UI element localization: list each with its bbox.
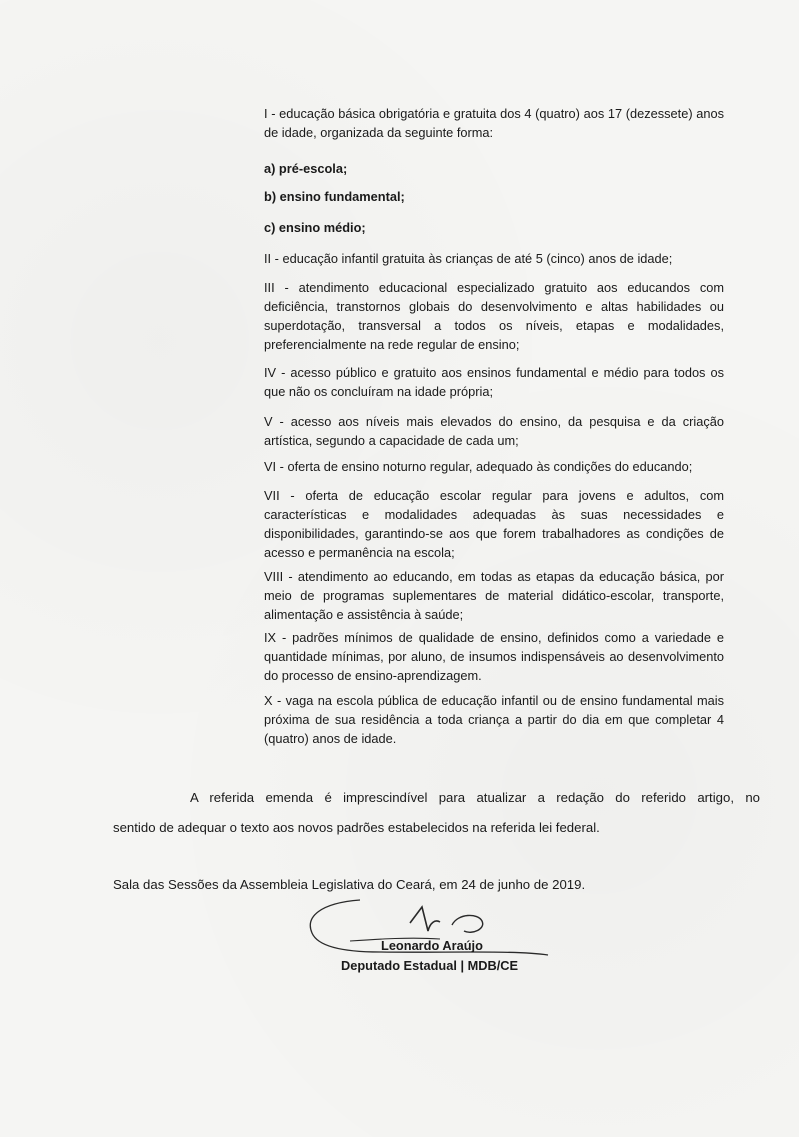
item-vii: VII - oferta de educação escolar regular para jovens e adultos, com características e modalidades adequadas às suas necessidades e disponibilidades, garantindo-se aos que forem trabalhadores as condições de acesso e permanência na escola; [264,488,724,560]
signer-title: Deputado Estadual | MDB/CE [341,958,519,973]
item-a: a) pré-escola; [264,161,348,176]
signer-name: Leonardo Araújo [381,938,483,953]
item-b: b) ensino fundamental; [264,189,405,204]
item-viii: VIII - atendimento ao educando, em todas as etapas da educação básica, por meio de programas suplementares de material didático-escolar, transporte, alimentação e assistência à saúde; [264,569,724,622]
item-ii: II - educação infantil gratuita às crianças de até 5 (cinco) anos de idade; [264,251,673,266]
item-v: V - acesso aos níveis mais elevados do ensino, da pesquisa e da criação artística, segundo a capacidade de cada um; [264,414,724,448]
justification-line-2: sentido de adequar o texto aos novos padrões estabelecidos na referida lei federal. [113,820,600,835]
item-ix: IX - padrões mínimos de qualidade de ensino, definidos como a variedade e quantidade mínimas, por aluno, de insumos indispensáveis ao desenvolvimento do processo de ensino-aprendizagem. [264,630,724,683]
item-x: X - vaga na escola pública de educação infantil ou de ensino fundamental mais próxima de sua residência a toda criança a partir do dia em que completar 4 (quatro) anos de idade. [264,693,724,746]
item-iv: IV - acesso público e gratuito aos ensinos fundamental e médio para todos os que não os concluíram na idade própria; [264,365,724,399]
item-i: I - educação básica obrigatória e gratuita dos 4 (quatro) aos 17 (dezessete) anos de idade, organizada da seguinte forma: [264,106,724,140]
closing-line: Sala das Sessões da Assembleia Legislativa do Ceará, em 24 de junho de 2019. [113,877,586,892]
item-vi: VI - oferta de ensino noturno regular, adequado às condições do educando; [264,459,693,474]
item-c: c) ensino médio; [264,220,366,235]
justification-line-1: A referida emenda é imprescindível para atualizar a redação do referido artigo, no [190,790,760,805]
item-iii: III - atendimento educacional especializado gratuito aos educandos com deficiência, transtornos globais do desenvolvimento e altas habilidades ou superdotação, transversal a todos os níveis, etapas e modalidades, preferencialmente na rede regular de ensino; [264,280,724,352]
